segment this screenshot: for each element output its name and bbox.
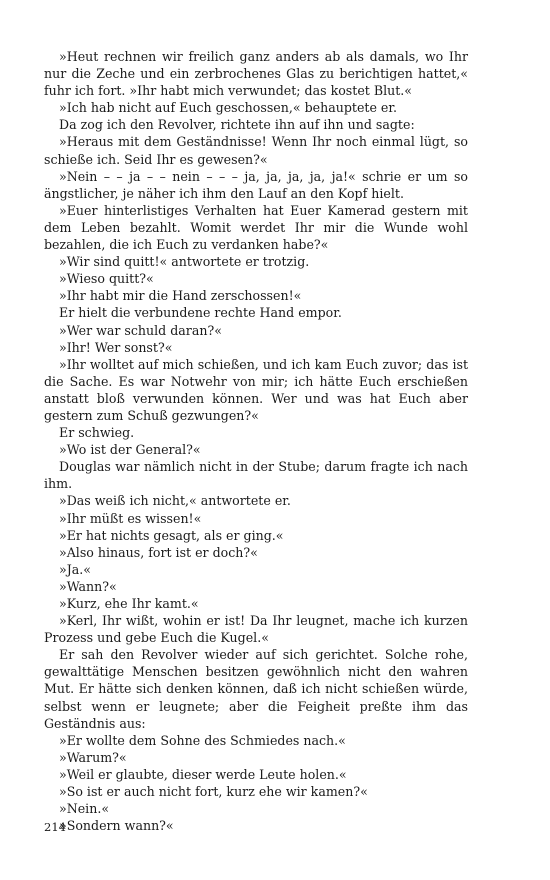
paragraph: Er sah den Revolver wieder auf sich gerichtet. Solche rohe, gewalttätige Menschen besitzen gewöhnlich nicht den wahren Mut. Er hätte sich denken können, daß ich nicht schießen würde, selbst wenn er leugnete; aber die Feigheit preßte ihm das Geständnis aus: xyxy=(44,647,468,731)
paragraph: »Ihr müßt es wissen!« xyxy=(59,510,202,526)
paragraph: »Sondern wann?« xyxy=(59,818,174,834)
paragraph: »Kurz, ehe Ihr kamt.« xyxy=(59,596,199,611)
paragraph: »Wer war schuld daran?« xyxy=(59,322,222,338)
paragraph: »Er hat nichts gesagt, als er ging.« xyxy=(59,527,284,543)
paragraph: »So ist er auch nicht fort, kurz ehe wir kamen?« xyxy=(59,784,368,800)
paragraph: »Wann?« xyxy=(59,578,117,594)
page-number: 214 xyxy=(44,820,66,834)
paragraph: »Warum?« xyxy=(59,749,127,765)
paragraph: »Ihr wolltet auf mich schießen, und ich kam Euch zuvor; das ist die Sache. Es war Notwehr von mir; ich hätte Euch erschießen anstatt bloß verwunden können. Wer und was hat Euch aber gestern zum Schuß gezwungen?« xyxy=(44,356,468,423)
paragraph: »Ja.« xyxy=(59,561,91,577)
paragraph: Da zog ich den Revolver, richtete ihn auf ihn und sagte: xyxy=(59,117,415,133)
paragraph: Er hielt die verbundene rechte Hand empor. xyxy=(59,305,342,321)
paragraph: »Ihr habt mir die Hand zerschossen!« xyxy=(59,288,302,304)
paragraph: »Wir sind quitt!« antwortete er trotzig. xyxy=(59,254,310,270)
paragraph: »Weil er glaubte, dieser werde Leute holen.« xyxy=(59,766,347,782)
paragraph: »Nein.« xyxy=(59,801,110,817)
paragraph: »Ihr! Wer sonst?« xyxy=(59,339,173,355)
paragraph: »Das weiß ich nicht,« antwortete er. xyxy=(59,493,291,509)
paragraph: »Euer hinterlistiges Verhalten hat Euer Kamerad gestern mit dem Leben bezahlt. Womit werdet Ihr mir die Wunde wohl bezahlen, die ich Euch zu verdanken habe?« xyxy=(44,202,468,253)
paragraph: »Kerl, Ihr wißt, wohin er ist! Da Ihr leugnet, mache ich kurzen Prozess und gebe Euch die Kugel.« xyxy=(44,613,468,646)
paragraph: Douglas war nämlich nicht in der Stube; darum fragte ich nach ihm. xyxy=(44,459,468,492)
book-page xyxy=(44,48,468,834)
paragraph: »Ich hab nicht auf Euch geschossen,« behauptete er. xyxy=(59,100,398,116)
paragraph: »Also hinaus, fort ist er doch?« xyxy=(59,544,258,560)
paragraph: »Heut rechnen wir freilich ganz anders ab als damals, wo Ihr nur die Zeche und ein zerbrochenes Glas zu berichtigen hattet,« fuhr ich fort. »Ihr habt mich verwundet; das kostet Blut.« xyxy=(44,49,468,99)
paragraph: »Wieso quitt?« xyxy=(59,271,154,287)
paragraph: »Heraus mit dem Geständnisse! Wenn Ihr noch einmal lügt, so schieße ich. Seid Ihr es gewesen?« xyxy=(44,134,468,167)
paragraph: Er schwieg. xyxy=(59,425,135,441)
paragraph: »Wo ist der General?« xyxy=(59,442,201,458)
paragraph: »Nein – – ja – – nein – – – ja, ja, ja, ja, ja!« schrie er um so ängstlicher, je näher ich ihm den Lauf an den Kopf hielt. xyxy=(44,168,468,201)
paragraph: »Er wollte dem Sohne des Schmiedes nach.« xyxy=(59,732,346,748)
